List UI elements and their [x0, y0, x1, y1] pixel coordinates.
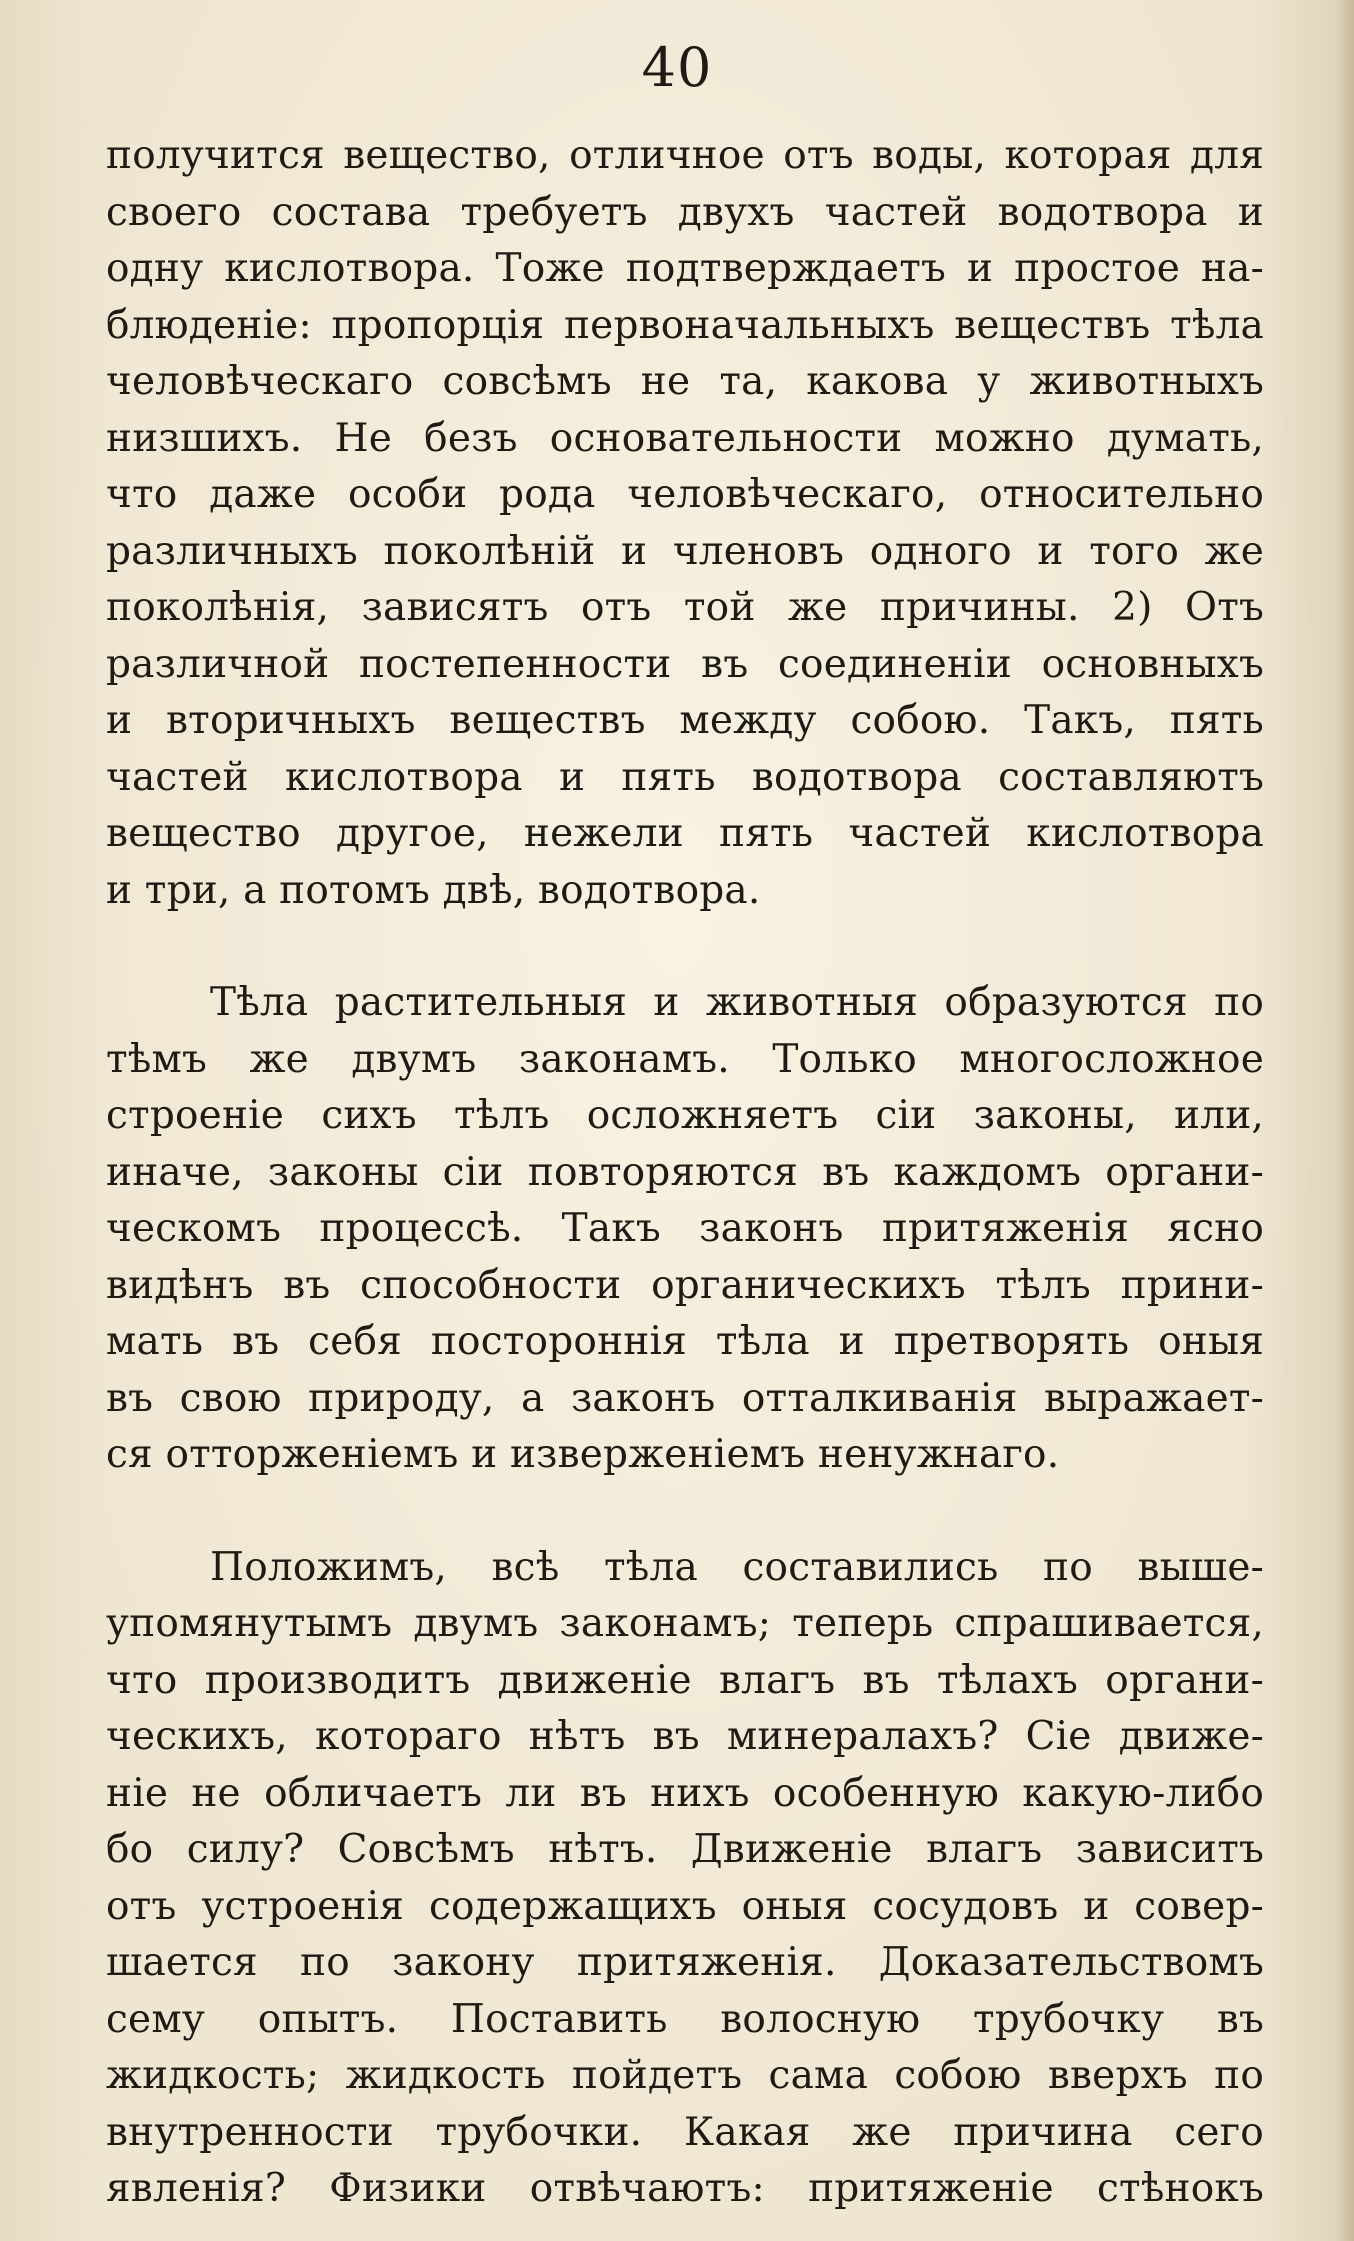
text-line: и вторичныхъ веществъ между собою. Такъ, пять [106, 698, 1264, 743]
text-line: Положимъ, всѣ тѣла составились по выше- [210, 1544, 1264, 1590]
text-line: видѣнъ въ способности органическихъ тѣлъ прини- [106, 1262, 1264, 1308]
text-line: ческихъ, котораго нѣтъ въ минералахъ? Сіе движе- [106, 1714, 1264, 1759]
paragraph-1 [106, 128, 1264, 919]
text-line: различной постепенности въ соединеніи основныхъ [106, 641, 1264, 687]
text-line: иначе, законы сіи повторяются въ каждомъ органи- [106, 1149, 1264, 1195]
text-line: бо силу? Совсѣмъ нѣтъ. Движеніе влагъ зависитъ [106, 1827, 1264, 1872]
body-text [106, 128, 1264, 2218]
text-line: тѣмъ же двумъ законамъ. Только многосложное [106, 1036, 1264, 1082]
text-line: жидкость; жидкость пойдетъ сама собою вверхъ по [106, 2053, 1264, 2098]
text-line: что производитъ движеніе влагъ въ тѣлахъ органи- [106, 1657, 1264, 1703]
text-line: упомянутымъ двумъ законамъ; теперь спрашивается, [106, 1601, 1264, 1646]
text-line: въ свою природу, а законъ отталкиванія выражает- [106, 1375, 1264, 1421]
text-line: что даже особи рода человѣческаго, относительно [106, 472, 1264, 517]
text-line: своего состава требуетъ двухъ частей водотвора и [106, 189, 1264, 235]
text-line: шается по закону притяженія. Доказательствомъ [106, 1940, 1264, 1985]
paragraph-3 [106, 1540, 1264, 2218]
text-line: мать въ себя постороннія тѣла и претворять оныя [106, 1319, 1264, 1364]
text-line: внутренности трубочки. Какая же причина сего [106, 2109, 1264, 2155]
text-line: строеніе сихъ тѣлъ осложняетъ сіи законы, или, [106, 1093, 1264, 1138]
text-line: явленія? Физики отвѣчаютъ: притяженіе стѣнокъ [106, 2166, 1264, 2211]
text-line: и три, а потомъ двѣ, водотвора. [106, 867, 761, 913]
text-line: ся отторженіемъ и изверженіемъ ненужнаго. [106, 1432, 1060, 1477]
page-number: 40 [641, 36, 713, 99]
text-line: ческомъ процессѣ. Такъ законъ притяженія ясно [106, 1206, 1264, 1251]
text-line: сему опытъ. Поставить волосную трубочку въ [106, 1996, 1264, 2042]
text-line: вещество другое, нежели пять частей кислотвора [106, 811, 1264, 856]
text-line: различныхъ поколѣній и членовъ одного и того же [106, 528, 1264, 574]
paragraph-2 [106, 975, 1264, 1484]
text-line: частей кислотвора и пять водотвора составляютъ [106, 754, 1264, 800]
text-line: блюденіе: пропорція первоначальныхъ веществъ тѣла [106, 302, 1264, 348]
text-line: одну кислотвора. Тоже подтверждаетъ и простое на- [106, 246, 1264, 291]
text-line: человѣческаго совсѣмъ не та, какова у животныхъ [106, 359, 1264, 404]
text-line: Тѣла растительныя и животныя образуются по [210, 980, 1264, 1025]
text-line: отъ устроенія содержащихъ оныя сосудовъ и совер- [106, 1883, 1264, 1929]
text-line: низшихъ. Не безъ основательности можно думать, [106, 415, 1264, 461]
text-line: получится вещество, отличное отъ воды, которая для [106, 133, 1264, 178]
text-line: поколѣнія, зависятъ отъ той же причины. 2) Отъ [106, 585, 1264, 630]
text-line: ніе не обличаетъ ли въ нихъ особенную какую-либо [106, 1770, 1264, 1816]
